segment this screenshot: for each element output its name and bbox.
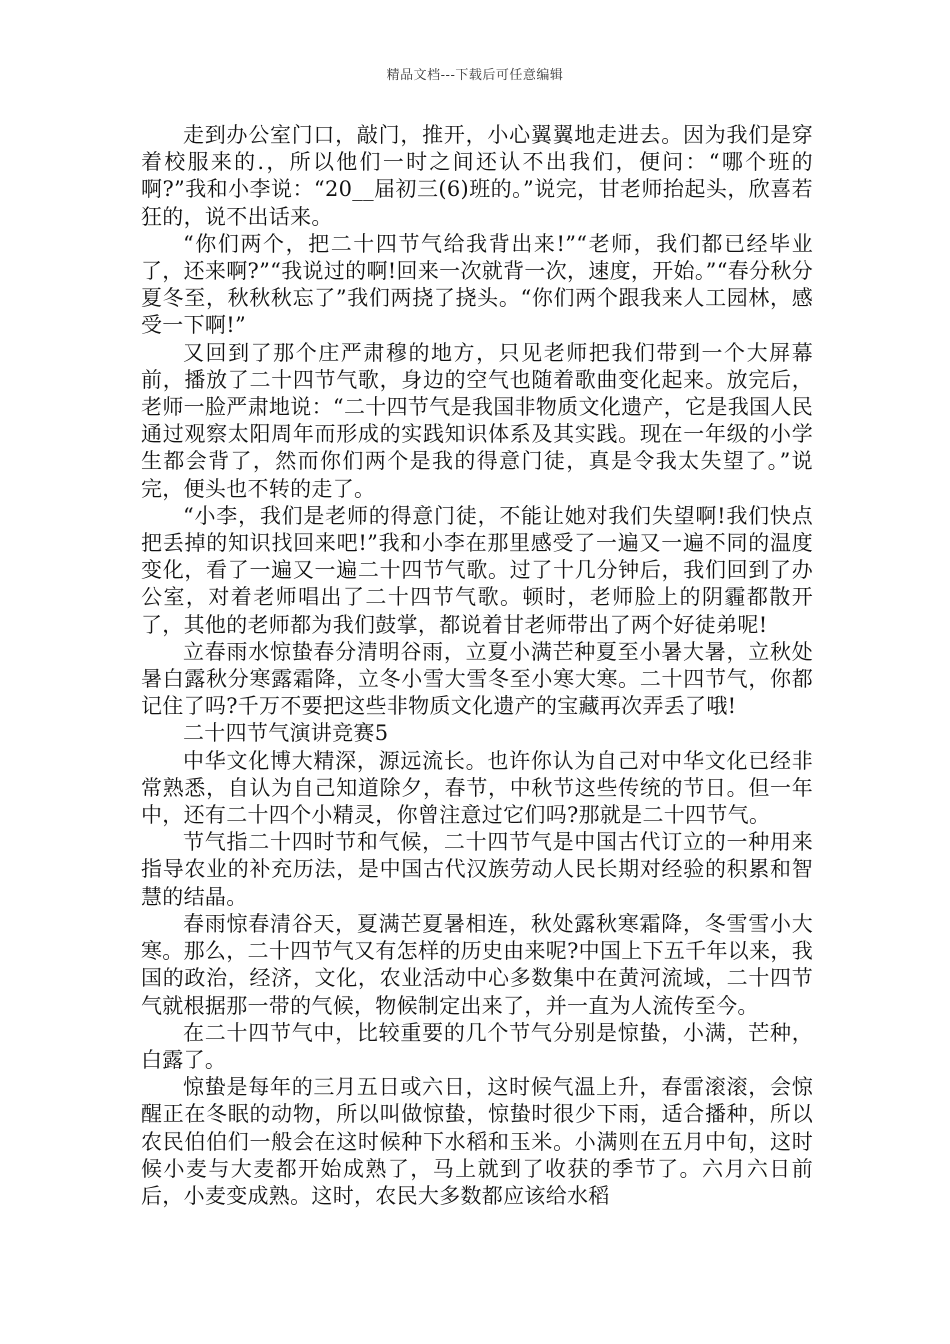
paragraph: 惊蛰是每年的三月五日或六日，这时候气温上升，春雷滚滚，会惊醒正在冬眠的动物，所以叫做惊蛰，惊蛰时很少下雨，适合播种，所以农民伯伯们一般会在这时候种下水稻和玉米。小满则在五月中旬，这时候小麦与大麦都开始成熟了，马上就到了收获的季节了。六月六日前后，小麦变成熟。这时，农民大多数都应该给水稻 bbox=[141, 1075, 813, 1208]
paragraph: 立春雨水惊蛰春分清明谷雨，立夏小满芒种夏至小暑大暑，立秋处暑白露秋分寒露霜降，立冬小雪大雪冬至小寒大寒。二十四节气，你都记住了吗?千万不要把这些非物质文化遗产的宝藏再次弄丢了哦! bbox=[141, 639, 813, 719]
paragraph: “小李，我们是老师的得意门徒，不能让她对我们失望啊!我们快点把丢掉的知识找回来吧!”我和小李在那里感受了一遍又一遍不同的温度变化，看了一遍又一遍二十四节气歌。过了十几分钟后，我们回到了办公室，对着老师唱出了二十四节气歌。顿时，老师脸上的阴霾都散开了，其他的老师都为我们鼓掌，都说着甘老师带出了两个好徒弟呢! bbox=[141, 503, 813, 637]
paragraph: 在二十四节气中，比较重要的几个节气分别是惊蛰，小满，芒种，白露了。 bbox=[141, 1020, 813, 1072]
section-title: 二十四节气演讲竞赛5 bbox=[183, 721, 389, 746]
paragraph: 又回到了那个庄严肃穆的地方，只见老师把我们带到一个大屏幕前，播放了二十四节气歌，身边的空气也随着歌曲变化起来。放完后，老师一脸严肃地说：“二十四节气是我国非物质文化遗产，它是我国人民通过观察太阳周年而形成的实践知识体系及其实践。现在一年级的小学生都会背了，然而你们两个是我的得意门徒，真是令我太失望了。”说完，便头也不转的走了。 bbox=[141, 340, 813, 501]
paragraph: 春雨惊春清谷天，夏满芒夏暑相连，秋处露秋寒霜降，冬雪雪小大寒。那么，二十四节气又有怎样的历史由来呢?中国上下五千年以来，我国的政治，经济，文化，农业活动中心多数集中在黄河流域，二十四节气就根据那一带的气候，物候制定出来了，并一直为人流传至今。 bbox=[141, 911, 813, 1018]
page-header: 精品文档---下载后可任意编辑 bbox=[386, 68, 564, 83]
document-body bbox=[141, 122, 813, 1210]
paragraph: 中华文化博大精深，源远流长。也许你认为自己对中华文化已经非常熟悉，自认为自己知道除夕，春节，中秋节这些传统的节日。但一年中，还有二十四个小精灵，你曾注意过它们吗?那就是二十四节气。 bbox=[141, 748, 813, 828]
paragraph: 节气指二十四时节和气候，二十四节气是中国古代订立的一种用来指导农业的补充历法，是中国古代汉族劳动人民长期对经验的积累和智慧的结晶。 bbox=[141, 830, 813, 909]
paragraph: 走到办公室门口，敲门，推开，小心翼翼地走进去。因为我们是穿着校服来的.，所以他们一时之间还认不出我们，便问：“哪个班的啊?”我和小李说：“20__届初三(6)班的。”说完，甘老师抬起头，欣喜若狂的，说不出话来。 bbox=[141, 123, 813, 229]
paragraph: “你们两个，把二十四节气给我背出来!”“老师，我们都已经毕业了，还来啊?”“我说过的啊!回来一次就背一次，速度，开始。”“春分秋分夏冬至，秋秋秋忘了”我们两挠了挠头。“你们两个跟我来人工园林，感受一下啊!” bbox=[141, 231, 813, 338]
